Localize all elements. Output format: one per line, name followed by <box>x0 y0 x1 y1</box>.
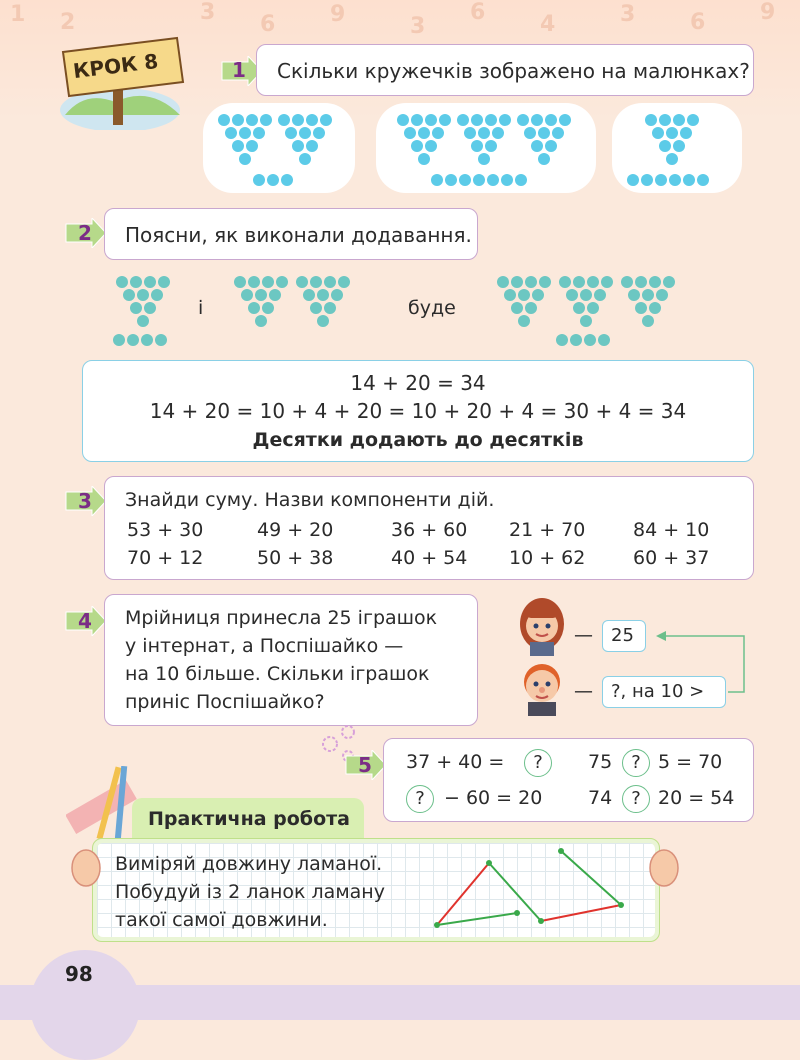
dot <box>511 276 523 288</box>
expr: 84 + 10 <box>633 519 710 541</box>
task-1-question: Скільки кружечків зображено на малюнках? <box>277 59 750 83</box>
dot <box>116 276 128 288</box>
task-4-line: Мрійниця принесла 25 іграшок <box>125 607 438 629</box>
eq-4-right: 20 = 54 <box>658 787 735 809</box>
dot <box>310 302 322 314</box>
expr: 50 + 38 <box>257 547 334 569</box>
dot <box>635 302 647 314</box>
dot <box>269 289 281 301</box>
expr: 40 + 54 <box>391 547 468 569</box>
dot <box>573 302 585 314</box>
dot <box>317 315 329 327</box>
task-4-line: приніс Поспішайко? <box>125 691 325 713</box>
dash: — <box>574 680 593 702</box>
eq-2-left: 75 <box>588 751 613 773</box>
dot <box>123 289 135 301</box>
dot <box>497 276 509 288</box>
unknown-circle[interactable]: ? <box>622 749 650 777</box>
dot <box>241 289 253 301</box>
dot <box>656 289 668 301</box>
dot <box>338 276 350 288</box>
task-3-instruction: Знайди суму. Назви компоненти дій. <box>125 489 495 511</box>
eq-3-right: − 60 = 20 <box>444 787 543 809</box>
dot <box>587 302 599 314</box>
dot <box>151 289 163 301</box>
dot <box>580 289 592 301</box>
boy-value: ?, на 10 > <box>611 681 705 702</box>
dot <box>262 302 274 314</box>
practical-line: Виміряй довжину ламаної. <box>115 853 383 875</box>
task-4-box <box>104 594 478 726</box>
dot <box>317 289 329 301</box>
dot <box>255 315 267 327</box>
dot <box>570 334 582 346</box>
task-4-line: на 10 більше. Скільки іграшок <box>125 663 430 685</box>
dot <box>539 276 551 288</box>
dot <box>556 334 568 346</box>
practical-title: Практична робота <box>148 808 350 830</box>
dot <box>518 315 530 327</box>
dot <box>649 302 661 314</box>
practical-box <box>92 838 660 942</box>
dot <box>137 289 149 301</box>
dot <box>248 276 260 288</box>
word-and: і <box>198 297 204 319</box>
unknown-circle[interactable]: ? <box>524 749 552 777</box>
dash: — <box>574 624 593 646</box>
boy-icon <box>512 656 572 716</box>
task-1-number: 1 <box>232 58 246 82</box>
task-3-number: 3 <box>78 489 92 513</box>
expr: 10 + 62 <box>509 547 586 569</box>
eq-1-left: 37 + 40 = <box>406 751 505 773</box>
dot <box>137 315 149 327</box>
dot <box>587 276 599 288</box>
dot <box>504 289 516 301</box>
dot <box>649 276 661 288</box>
dot <box>566 289 578 301</box>
expr: 60 + 37 <box>633 547 710 569</box>
dot <box>584 334 596 346</box>
dot <box>601 276 613 288</box>
practical-line: такої самої довжини. <box>115 909 328 931</box>
task-2-question: Поясни, як виконали додавання. <box>125 223 472 247</box>
page-number: 98 <box>65 962 93 986</box>
dot <box>559 276 571 288</box>
eq-2-right: 5 = 70 <box>658 751 723 773</box>
dot <box>511 302 523 314</box>
decorative-digits: 1 2 3 6 9 3 6 4 3 6 9 <box>10 0 776 39</box>
dot <box>331 289 343 301</box>
rule-line-1: 14 + 20 = 34 <box>350 371 486 395</box>
polyline-figure <box>423 843 643 939</box>
unknown-circle[interactable]: ? <box>622 785 650 813</box>
right-hand-icon <box>648 846 680 890</box>
dot <box>158 276 170 288</box>
task-5-box <box>383 738 754 822</box>
girl-icon <box>512 596 572 656</box>
dot <box>303 289 315 301</box>
expr: 70 + 12 <box>127 547 204 569</box>
dot <box>663 276 675 288</box>
task-2-number: 2 <box>78 221 92 245</box>
dot <box>621 276 633 288</box>
dot <box>262 276 274 288</box>
dot <box>635 276 647 288</box>
dot <box>532 289 544 301</box>
dot <box>144 302 156 314</box>
task-3-box <box>104 476 754 580</box>
dot <box>580 315 592 327</box>
expr: 36 + 60 <box>391 519 468 541</box>
unknown-circle[interactable]: ? <box>406 785 434 813</box>
rule-box <box>82 360 754 462</box>
expr: 49 + 20 <box>257 519 334 541</box>
dot <box>255 289 267 301</box>
practical-line: Побудуй із 2 ланок ламану <box>115 881 385 903</box>
dot <box>130 276 142 288</box>
task-4-number: 4 <box>78 609 92 633</box>
dot <box>324 276 336 288</box>
dot <box>155 334 167 346</box>
word-will-be: буде <box>408 297 456 319</box>
compare-arrow-icon <box>640 626 750 706</box>
dot <box>276 276 288 288</box>
rule-text: Десятки додають до десятків <box>252 429 584 451</box>
dot <box>113 334 125 346</box>
dot <box>234 276 246 288</box>
left-hand-icon <box>70 846 102 890</box>
eq-4-left: 74 <box>588 787 613 809</box>
dot <box>573 276 585 288</box>
dot <box>525 276 537 288</box>
dot <box>598 334 610 346</box>
dot <box>310 276 322 288</box>
dot <box>642 315 654 327</box>
dot <box>141 334 153 346</box>
dot <box>642 289 654 301</box>
expr: 21 + 70 <box>509 519 586 541</box>
dot <box>144 276 156 288</box>
dot <box>628 289 640 301</box>
step-label: КРОК 8 <box>71 48 160 84</box>
task-5-number: 5 <box>358 753 372 777</box>
dot <box>518 289 530 301</box>
dot <box>248 302 260 314</box>
task-2-dots <box>0 0 800 360</box>
dot <box>525 302 537 314</box>
dot <box>594 289 606 301</box>
task-4-line: у інтернат, а Поспішайко — <box>125 635 404 657</box>
expr: 53 + 30 <box>127 519 204 541</box>
rule-line-2: 14 + 20 = 10 + 4 + 20 = 10 + 20 + 4 = 30 + 4 = 34 <box>149 399 687 423</box>
dot <box>324 302 336 314</box>
practical-title-tab <box>132 798 364 840</box>
dot <box>130 302 142 314</box>
dot <box>296 276 308 288</box>
dot <box>127 334 139 346</box>
girl-value: 25 <box>611 625 634 646</box>
